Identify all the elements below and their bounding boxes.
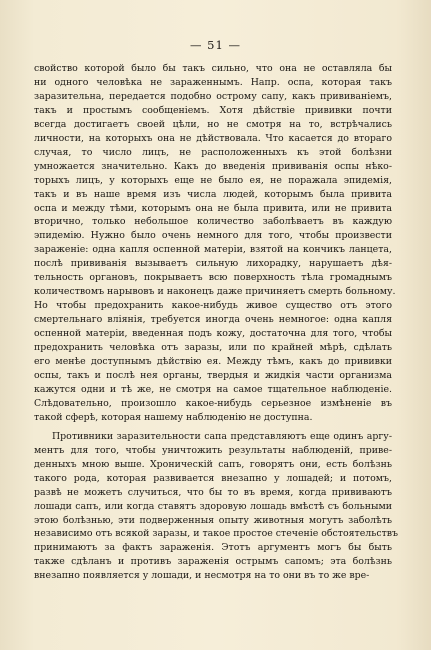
- text-line: предохранить человѣка отъ заразы, или по крайней мѣрѣ, сдѣлать: [34, 342, 392, 354]
- text-line: Слѣдовательно, произошло какое-нибудь серьезное измѣненіе въ: [34, 397, 392, 409]
- text-line: независимо отъ всякой заразы, и такое простое стеченіе обстоятельствъ: [34, 528, 399, 540]
- text-line: этою болѣзнью, эти подверженныя опыту животныя могутъ заболѣть: [34, 514, 392, 526]
- text-line: такой сферѣ, которая нашему наблюденію не доступна.: [34, 411, 313, 423]
- text-line: торыхъ лицъ, у которыхъ еще не было ея, не поражала эпидемія,: [34, 174, 392, 186]
- text-line: количествомъ нарывовъ и наконецъ даже причиняетъ смерть больному.: [34, 286, 396, 298]
- text-line: внезапно появляется у лошади, и несмотря на то они въ то же вре-: [34, 570, 370, 582]
- text-line: ни одного человѣка не зараженнымъ. Напр. оспа, которая такъ: [34, 76, 392, 88]
- text-line: свойство которой было бы такъ сильно, что она не оставляла бы: [34, 63, 392, 74]
- text-line: вторично, только небольшое количество заболѣваетъ въ каждую: [34, 216, 392, 228]
- text-line: такого рода, которая развивается внезапно у лошадей; и потомъ,: [34, 472, 392, 484]
- paragraph: [34, 430, 399, 583]
- body-text: [34, 62, 399, 583]
- text-line: ментъ для того, чтобы уничтожить результаты наблюденій, приве-: [34, 444, 392, 456]
- text-line: заразительна, передается подобно острому сапу, какъ прививаніемъ,: [34, 90, 392, 102]
- text-line: такъ и въ наше время изъ числа людей, которымъ была привита: [34, 188, 392, 200]
- text-line: случая, то число лицъ, не расположенныхъ къ этой болѣзни: [34, 146, 392, 158]
- text-line: Но чтобы предохранить какое-нибудь живое существо отъ этого: [34, 300, 392, 312]
- text-line: тельность органовъ, покрываетъ всю поверхность тѣла громаднымъ: [34, 272, 392, 284]
- text-line: умножается значительно. Какъ до введенія прививанія оспы нѣко-: [34, 160, 392, 172]
- text-line: оспа и между тѣми, которымъ она не была привита, или не привита: [34, 202, 392, 214]
- text-line: кажутся одни и тѣ же, не смотря на самое тщательное наблюденіе.: [34, 383, 392, 395]
- text-line: Противники заразительности сапа представляютъ еще одинъ аргу-: [52, 430, 392, 442]
- text-line: всегда достигаетъ своей цѣли, но не смотря на то, встрѣчались: [34, 118, 392, 130]
- text-line: такъ и простымъ сообщеніемъ. Хотя дѣйствіе прививки почти: [34, 104, 392, 116]
- text-line: личности, на которыхъ она не дѣйствовала. Что касается до втораго: [34, 132, 392, 144]
- text-line: оспы, такъ и послѣ нея органы, твердыя и жидкія части организма: [34, 369, 392, 381]
- text-line: эпидемію. Нужно было очень немного для того, чтобы произвести: [34, 230, 392, 242]
- text-line: также сдѣланъ и противъ зараженія острымъ сапомъ; эта болѣзнь: [34, 556, 392, 568]
- text-line: развѣ не можетъ случиться, что бы то въ время, когда прививаютъ: [34, 486, 392, 498]
- text-line: лошади сапъ, или когда ставятъ здоровую лошадь вмѣстѣ съ больными: [34, 500, 392, 512]
- text-line: его менѣе доступнымъ дѣйствію ея. Между тѣмъ, какъ до прививки: [34, 356, 392, 368]
- page-number-header: — 51 —: [190, 38, 241, 52]
- paragraph: [34, 62, 396, 425]
- text-line: смертельнаго вліянія, требуется иногда очень немногое: одна капля: [34, 314, 392, 326]
- text-line: оспенной матеріи, введенная подъ кожу, достаточна для того, чтобы: [34, 328, 392, 340]
- text-line: послѣ прививанія вызываетъ сильную лихорадку, нарушаетъ дѣя-: [34, 258, 392, 270]
- text-line: принимаютъ за фактъ зараженія. Этотъ аргументъ могъ бы быть: [34, 542, 392, 554]
- text-line: зараженіе: одна капля оспенной матеріи, взятой на кончикъ ланцета,: [34, 244, 392, 256]
- text-line: денныхъ мною выше. Хроническій сапъ, говорятъ они, есть болѣзнь: [34, 458, 392, 470]
